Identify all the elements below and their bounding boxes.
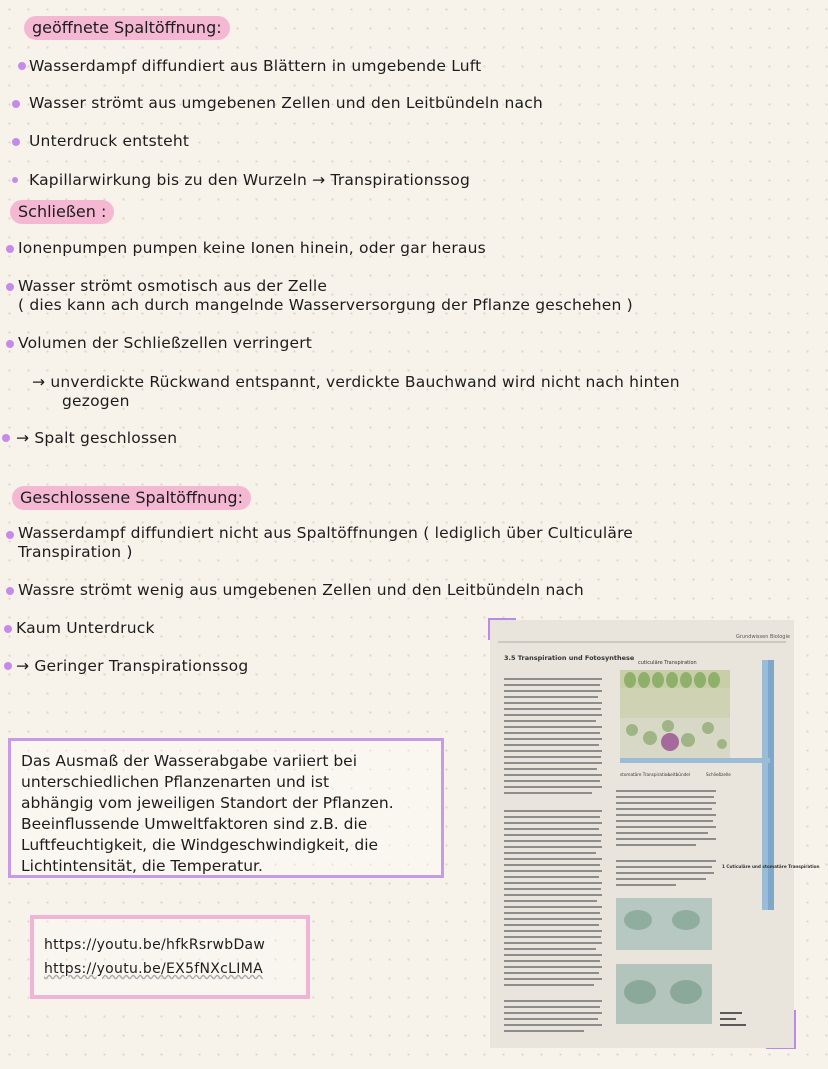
info-line: Luftfeuchtigkeit, die Windgeschwindigkeit, die	[21, 836, 379, 854]
list-item: gezogen	[62, 392, 130, 410]
bullet	[2, 434, 10, 442]
list-item: Transpiration )	[18, 543, 133, 561]
info-line: Beeinflussende Umweltfaktoren sind z.B. die	[21, 815, 368, 833]
heading-open-stoma: geöffnete Spaltöffnung:	[24, 16, 230, 40]
bullet	[12, 138, 20, 146]
page-header: Grundwissen Biologie	[736, 634, 790, 640]
video-link-2[interactable]: https://youtu.be/EX5fNXcLIMA	[44, 961, 263, 977]
bullet	[6, 531, 14, 539]
list-item: Kapillarwirkung bis zu den Wurzeln → Transpirationssog	[29, 171, 471, 189]
list-item: ( dies kann ach durch mangelnde Wasserversorgung der Pflanze geschehen )	[18, 296, 633, 314]
info-box	[8, 738, 444, 878]
bullet	[12, 100, 20, 108]
heading-closing: Schließen :	[10, 200, 114, 224]
figure-title: cuticuläre Transpiration	[638, 660, 697, 666]
list-item: Wasserdampf diffundiert nicht aus Spaltöffnungen ( lediglich über Culticuläre	[18, 524, 634, 542]
label-stomatal: stomatäre Transpiration	[620, 772, 670, 777]
list-item: Wasser strömt osmotisch aus der Zelle	[18, 277, 328, 295]
list-item: → Spalt geschlossen	[16, 429, 178, 447]
textbook-page-illustration	[490, 620, 820, 1048]
bullet	[4, 625, 12, 633]
list-item: Volumen der Schließzellen verringert	[18, 334, 313, 352]
bullet	[6, 283, 14, 291]
label-vascular: Leitbündel	[668, 772, 691, 777]
figure-caption: 1 Cuticuläre und stomatäre Transpiration	[722, 864, 820, 869]
textbook-photo	[490, 620, 820, 1048]
info-line: Lichtintensität, die Temperatur.	[21, 857, 263, 875]
list-item: Wassre strömt wenig aus umgebenen Zellen und den Leitbündeln nach	[18, 581, 584, 599]
info-line: unterschiedlichen Pflanzenarten und ist	[21, 773, 330, 791]
list-item: Wasserdampf diffundiert aus Blättern in umgebende Luft	[29, 57, 482, 75]
bullet	[6, 587, 14, 595]
bullet	[4, 662, 12, 670]
list-item: Kaum Unterdruck	[16, 619, 155, 637]
list-item: → unverdickte Rückwand entspannt, verdickte Bauchwand wird nicht nach hinten	[32, 373, 680, 391]
bullet	[18, 62, 26, 70]
list-item: Unterdruck entsteht	[29, 132, 190, 150]
links-box	[30, 915, 310, 999]
info-line: Das Ausmaß der Wasserabgabe variiert bei	[21, 752, 358, 770]
bullet	[6, 340, 14, 348]
label-guard-cell: Schließzelle	[706, 772, 731, 777]
section-title: 3.5 Transpiration und Fotosynthese	[504, 654, 635, 662]
heading-closed-stoma: Geschlossene Spaltöffnung:	[12, 486, 251, 510]
list-item: → Geringer Transpirationssog	[16, 657, 249, 675]
bullet	[12, 177, 18, 183]
list-item: Ionenpumpen pumpen keine Ionen hinein, oder gar heraus	[18, 239, 486, 257]
list-item: Wasser strömt aus umgebenen Zellen und den Leitbündeln nach	[29, 94, 543, 112]
info-line: abhängig vom jeweiligen Standort der Pflanzen.	[21, 794, 394, 812]
bullet	[6, 245, 14, 253]
video-link-1[interactable]: https://youtu.be/hfkRsrwbDaw	[44, 937, 266, 953]
